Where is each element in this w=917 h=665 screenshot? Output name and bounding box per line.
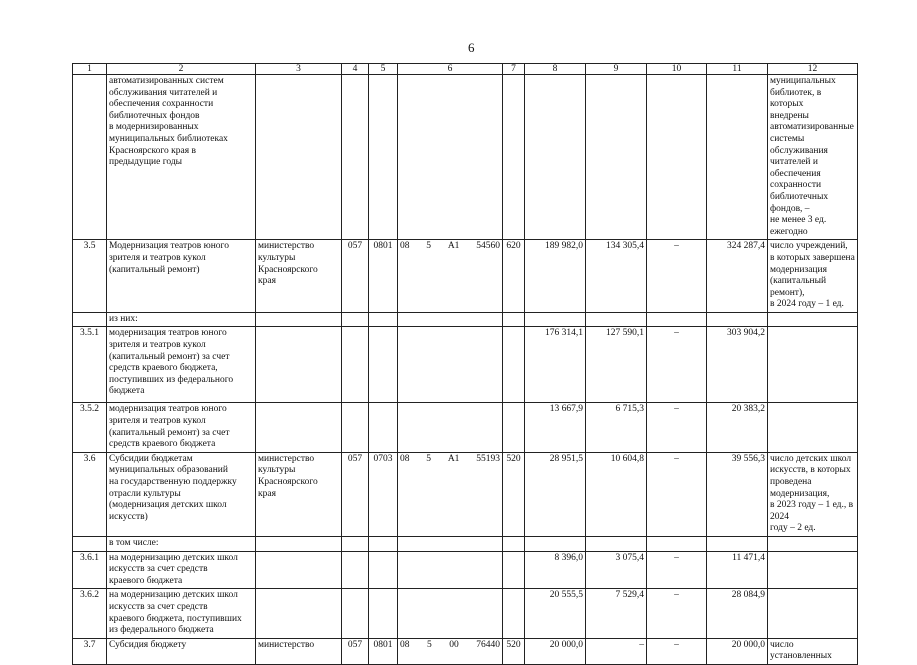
- col6-part: 08: [400, 453, 410, 464]
- col6-code: [398, 312, 503, 327]
- col7-code: [503, 537, 525, 552]
- row-organization: [256, 589, 342, 638]
- continuation-text: автоматизированных систем обслуживания читателей и обеспечения сохранности библиотечных фондов в модернизированных муниципальных библиотеках Красноярского края в предыдущие годы: [107, 75, 256, 240]
- col12-indicator: [768, 312, 858, 327]
- row-number: 3.5.2: [73, 403, 107, 452]
- col12-indicator: [768, 327, 858, 403]
- table-row: [73, 551, 858, 589]
- col4-code: [342, 537, 369, 552]
- table-row: [73, 403, 858, 452]
- row-number: [73, 537, 107, 552]
- col7-code: 620: [503, 240, 525, 313]
- col6-part: 5: [426, 453, 432, 464]
- col8-value: [525, 312, 586, 327]
- col6-code: [398, 537, 503, 552]
- row-organization: министерство: [256, 638, 342, 664]
- col11-value: 324 287,4: [707, 240, 768, 313]
- row-organization: [256, 551, 342, 589]
- row-name: модернизация театров юного зрителя и театров кукол (капитальный ремонт) за счет средств краевого бюджета: [107, 403, 256, 452]
- col11-value: 28 084,9: [707, 589, 768, 638]
- header-row: [73, 64, 858, 75]
- col5-code: [369, 537, 398, 552]
- header-cell: 10: [647, 64, 707, 75]
- col5-code: [369, 589, 398, 638]
- col8-value: [525, 537, 586, 552]
- row-name: на модернизацию детских школ искусств за счет средств краевого бюджета: [107, 551, 256, 589]
- col9-value: –: [586, 638, 647, 664]
- row-number: 3.6.2: [73, 589, 107, 638]
- col9-value: 127 590,1: [586, 327, 647, 403]
- row-number: 3.6: [73, 452, 107, 536]
- col12-indicator: число детских школ искусств, в которых проведена модернизация, в 2023 году – 1 ед., в 2024 году – 2 ед.: [768, 452, 858, 536]
- row-organization: [256, 403, 342, 452]
- col6-part: A1: [447, 241, 460, 252]
- col10-value: –: [647, 327, 707, 403]
- header-cell: 7: [503, 64, 525, 75]
- col6-part: 55193: [476, 453, 500, 464]
- row-number: 3.5.1: [73, 327, 107, 403]
- col8-value: 20 555,5: [525, 589, 586, 638]
- col10-value: –: [647, 403, 707, 452]
- col7-code: [503, 403, 525, 452]
- col6-code: [398, 589, 503, 638]
- col11-value: [707, 537, 768, 552]
- col8-value: 8 396,0: [525, 551, 586, 589]
- row-number: 3.6.1: [73, 551, 107, 589]
- header-cell: 4: [342, 64, 369, 75]
- col6-code: [398, 638, 503, 664]
- row-organization: министерство культуры Красноярского края: [256, 240, 342, 313]
- col6-code: [398, 327, 503, 403]
- col9-value: [586, 537, 647, 552]
- row-number: [73, 312, 107, 327]
- col9-value: 3 075,4: [586, 551, 647, 589]
- col11-value: 11 471,4: [707, 551, 768, 589]
- col10-value: –: [647, 638, 707, 664]
- row-name: в том числе:: [107, 537, 256, 552]
- col12-indicator: число установленных: [768, 638, 858, 664]
- col8-value: 176 314,1: [525, 327, 586, 403]
- col6-part: 54560: [476, 241, 500, 252]
- col6-code: [398, 240, 503, 313]
- col5-code: [369, 403, 398, 452]
- row-organization: [256, 327, 342, 403]
- col4-code: [342, 551, 369, 589]
- col11-value: 303 904,2: [707, 327, 768, 403]
- row-organization: [256, 537, 342, 552]
- col4-code: 057: [342, 638, 369, 664]
- header-cell: 6: [398, 64, 503, 75]
- header-cell: 3: [256, 64, 342, 75]
- row-name: на модернизацию детских школ искусств за счет средств краевого бюджета, поступивших из федерального бюджета: [107, 589, 256, 638]
- table-row: [73, 638, 858, 664]
- col9-value: [586, 312, 647, 327]
- row-name: Субсидии бюджетам муниципальных образований на государственную поддержку отрасли культуры (модернизация детских школ искусств): [107, 452, 256, 536]
- col6-part: 5: [426, 241, 432, 252]
- col4-code: [342, 312, 369, 327]
- col6-part: 76440: [476, 639, 500, 650]
- col12-indicator: [768, 551, 858, 589]
- col5-code: 0801: [369, 240, 398, 313]
- col7-code: 520: [503, 638, 525, 664]
- col7-code: 520: [503, 452, 525, 536]
- col8-value: 13 667,9: [525, 403, 586, 452]
- col11-value: 39 556,3: [707, 452, 768, 536]
- col5-code: [369, 327, 398, 403]
- col11-value: [707, 312, 768, 327]
- header-cell: 12: [768, 64, 858, 75]
- col6-part: 08: [400, 241, 410, 252]
- col6-code: [398, 403, 503, 452]
- col6-part: 5: [427, 639, 432, 650]
- header-cell: 1: [73, 64, 107, 75]
- table-row: [73, 327, 858, 403]
- col10-value: –: [647, 240, 707, 313]
- header-cell: 2: [107, 64, 256, 75]
- col6-part: A1: [447, 453, 460, 464]
- col9-value: 7 529,4: [586, 589, 647, 638]
- row-number: 3.7: [73, 638, 107, 664]
- col7-code: [503, 327, 525, 403]
- col10-value: –: [647, 551, 707, 589]
- row-number: 3.5: [73, 240, 107, 313]
- continuation-row: [73, 75, 858, 240]
- col10-value: [647, 312, 707, 327]
- col8-value: 20 000,0: [525, 638, 586, 664]
- row-name: Субсидия бюджету: [107, 638, 256, 664]
- header-cell: 11: [707, 64, 768, 75]
- row-organization: [256, 312, 342, 327]
- header-cell: 8: [525, 64, 586, 75]
- header-cell: 9: [586, 64, 647, 75]
- table-row: [73, 452, 858, 536]
- col6-code: [398, 452, 503, 536]
- col5-code: 0801: [369, 638, 398, 664]
- header-cell: 5: [369, 64, 398, 75]
- row-name: из них:: [107, 312, 256, 327]
- col4-code: 057: [342, 452, 369, 536]
- col5-code: [369, 551, 398, 589]
- table-row: [73, 240, 858, 313]
- col12-indicator: [768, 589, 858, 638]
- budget-table: [72, 63, 858, 665]
- col5-code: [369, 312, 398, 327]
- page-number: 6: [468, 40, 475, 55]
- col10-value: –: [647, 452, 707, 536]
- col6-code: [398, 551, 503, 589]
- row-organization: министерство культуры Красноярского края: [256, 452, 342, 536]
- col5-code: 0703: [369, 452, 398, 536]
- table-row: [73, 312, 858, 327]
- col6-part: 08: [400, 639, 410, 650]
- col12-indicator: [768, 403, 858, 452]
- col4-code: [342, 403, 369, 452]
- col9-value: 134 305,4: [586, 240, 647, 313]
- col4-code: [342, 589, 369, 638]
- row-name: Модернизация театров юного зрителя и театров кукол (капитальный ремонт): [107, 240, 256, 313]
- col4-code: [342, 327, 369, 403]
- col12-indicator: число учреждений, в которых завершена модернизация (капитальный ремонт), в 2024 году – 1 ед.: [768, 240, 858, 313]
- continuation-indicator: муниципальных библиотек, в которых внедрены автоматизированные системы обслуживания читателей и обеспечения сохранности библиотечных фондов, – не менее 3 ед. ежегодно: [768, 75, 858, 240]
- col7-code: [503, 551, 525, 589]
- col6-part: 00: [449, 639, 459, 650]
- col8-value: 189 982,0: [525, 240, 586, 313]
- col7-code: [503, 589, 525, 638]
- col11-value: 20 000,0: [707, 638, 768, 664]
- col12-indicator: [768, 537, 858, 552]
- col8-value: 28 951,5: [525, 452, 586, 536]
- col11-value: 20 383,2: [707, 403, 768, 452]
- col9-value: 6 715,3: [586, 403, 647, 452]
- col10-value: –: [647, 589, 707, 638]
- col4-code: 057: [342, 240, 369, 313]
- col9-value: 10 604,8: [586, 452, 647, 536]
- row-name: модернизация театров юного зрителя и театров кукол (капитальный ремонт) за счет средств краевого бюджета, поступивших из федерального бюджета: [107, 327, 256, 403]
- table-row: [73, 589, 858, 638]
- table-row: [73, 537, 858, 552]
- col10-value: [647, 537, 707, 552]
- col7-code: [503, 312, 525, 327]
